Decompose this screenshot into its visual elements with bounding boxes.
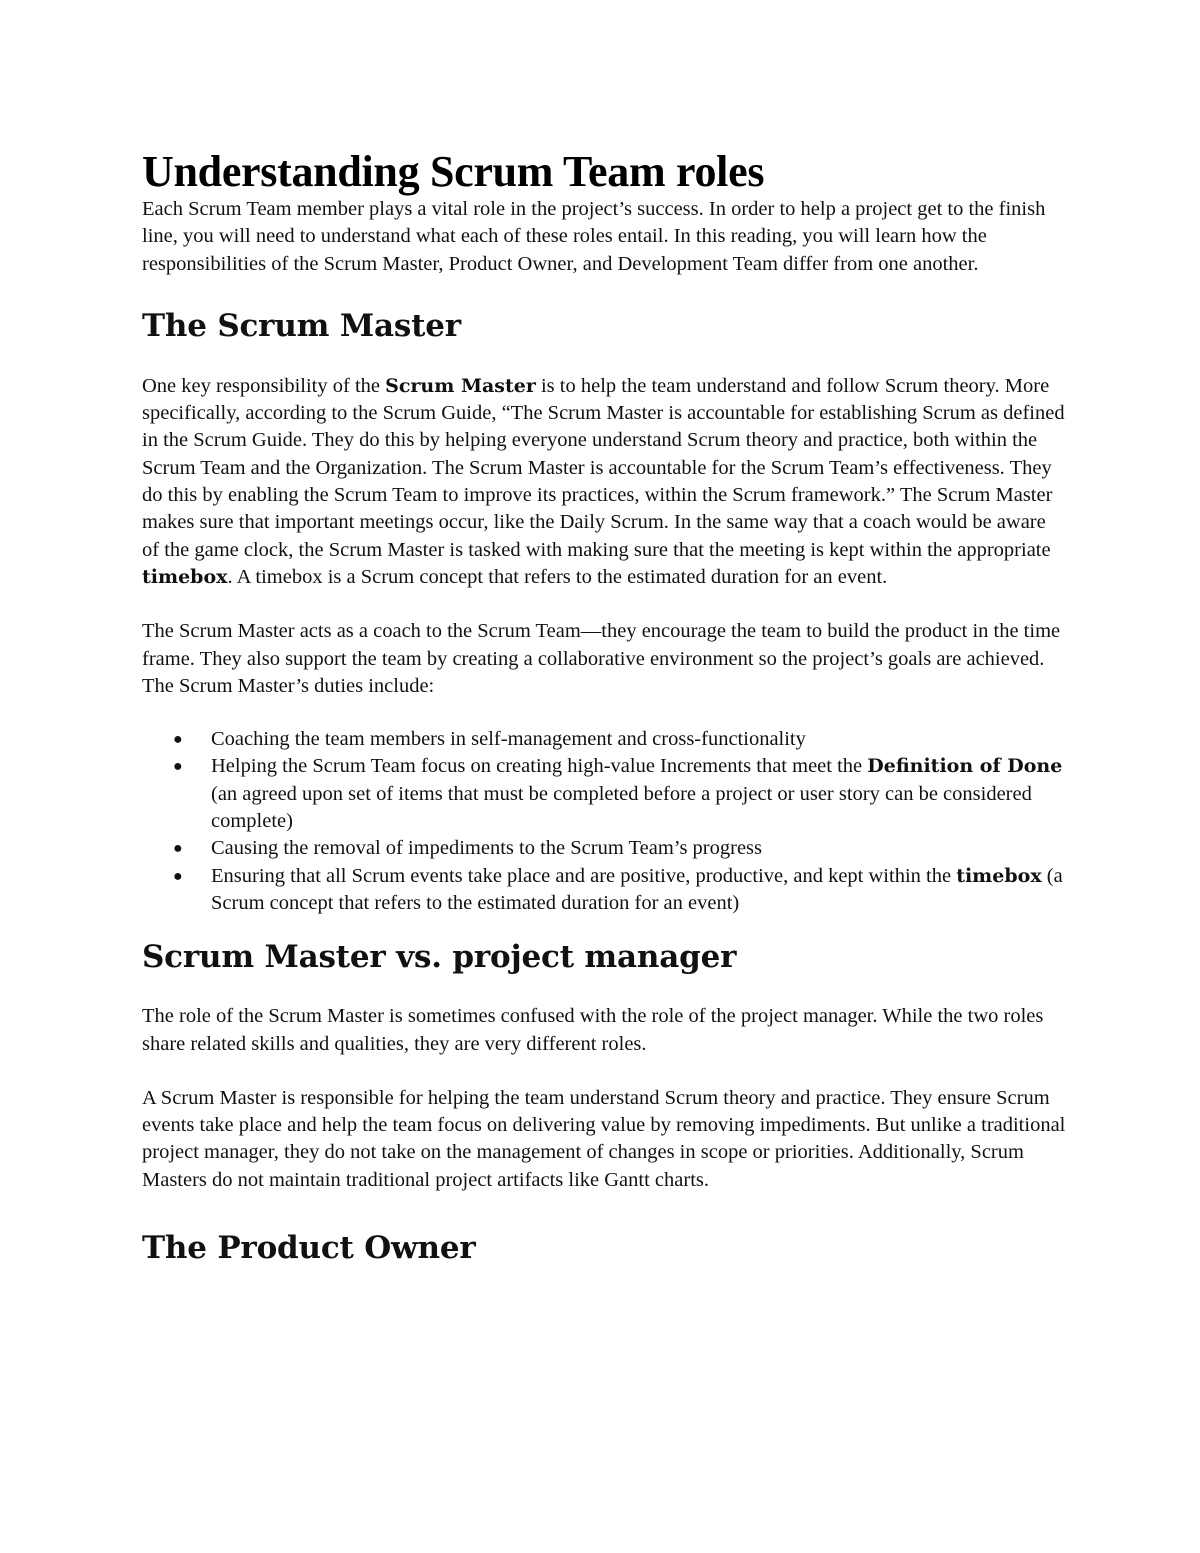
text-run: (a Scrum concept that refers to the estimated duration for an event)	[211, 864, 1063, 914]
text-run: Ensuring that all Scrum events take place and are positive, productive, and kept within the	[211, 864, 957, 887]
text-run: One key responsibility of the	[142, 374, 386, 397]
text-run: (an agreed upon set of items that must be completed before a project or user story can be considered complete)	[211, 782, 1032, 833]
duties-list	[142, 726, 1067, 917]
text-run: . A timebox is a Scrum concept that refers to the estimated duration for an event.	[227, 565, 888, 588]
bullet-icon: ●	[173, 867, 183, 885]
bold-term-timebox: timebox	[142, 565, 228, 588]
bullet-icon: ●	[173, 840, 183, 858]
bold-term-definition-of-done: Definition of Done	[867, 755, 1063, 778]
list-item	[142, 835, 1067, 862]
document-page	[142, 148, 1067, 1268]
vs-pm-paragraph-2: A Scrum Master is responsible for helping the team understand Scrum theory and practice. They ensure Scrum events take place and help the team focus on delivering value by removing impediments. But unlike a traditional project manager, they do not take on the management of changes in scope or priorities. Additionally, Scrum Masters do not maintain traditional project artifacts like Gantt charts.	[142, 1086, 1066, 1191]
list-item	[142, 863, 1067, 918]
text-run: Causing the removal of impediments to the Scrum Team’s progress	[211, 837, 763, 860]
intro-paragraph: Each Scrum Team member plays a vital role in the project’s success. In order to help a project get to the finish line, you will need to understand what each of these roles entail. In this reading, you will learn how the responsibilities of the Scrum Master, Product Owner, and Development Team differ from one another.	[142, 198, 1046, 275]
bullet-icon: ●	[173, 731, 183, 749]
scrum-master-vs-pm-heading: Scrum Master vs. project manager	[142, 939, 737, 976]
product-owner-heading: The Product Owner	[142, 1230, 476, 1267]
text-run: is to help the team understand and follow Scrum theory. More specifically, according to the Scrum Guide, “The Scrum Master is accountable for establishing Scrum as defined in the Scrum Guide. They do this by helping everyone understand Scrum theory and practice, both within the Scrum Team and the Organization. The Scrum Master is accountable for the Scrum Team’s effectiveness. They do this by enabling the Scrum Team to improve its practices, within the Scrum framework.” The Scrum Master makes sure that important meetings occur, like the Daily Scrum. In the same way that a coach would be aware of the game clock, the Scrum Master is tasked with making sure that the meeting is kept within the appropriate	[142, 374, 1065, 561]
list-item	[142, 753, 1067, 835]
text-run: Helping the Scrum Team focus on creating high-value Increments that meet the	[211, 755, 868, 778]
list-item	[142, 726, 1067, 753]
bold-term-scrum-master: Scrum Master	[385, 374, 536, 397]
scrum-master-paragraph-2: The Scrum Master acts as a coach to the Scrum Team—they encourage the team to build the product in the time frame. They also support the team by creating a collaborative environment so the project’s goals are achieved. The Scrum Master’s duties include:	[142, 620, 1061, 697]
vs-pm-paragraph-1: The role of the Scrum Master is sometimes confused with the role of the project manager. While the two roles share related skills and qualities, they are very different roles.	[142, 1005, 1044, 1055]
page-title: Understanding Scrum Team roles	[142, 147, 765, 196]
text-run: Coaching the team members in self-management and cross-functionality	[211, 728, 806, 751]
bold-term-timebox: timebox	[956, 864, 1042, 887]
scrum-master-heading: The Scrum Master	[142, 307, 461, 344]
scrum-master-paragraph-1	[142, 373, 1067, 591]
bullet-icon: ●	[173, 758, 183, 776]
